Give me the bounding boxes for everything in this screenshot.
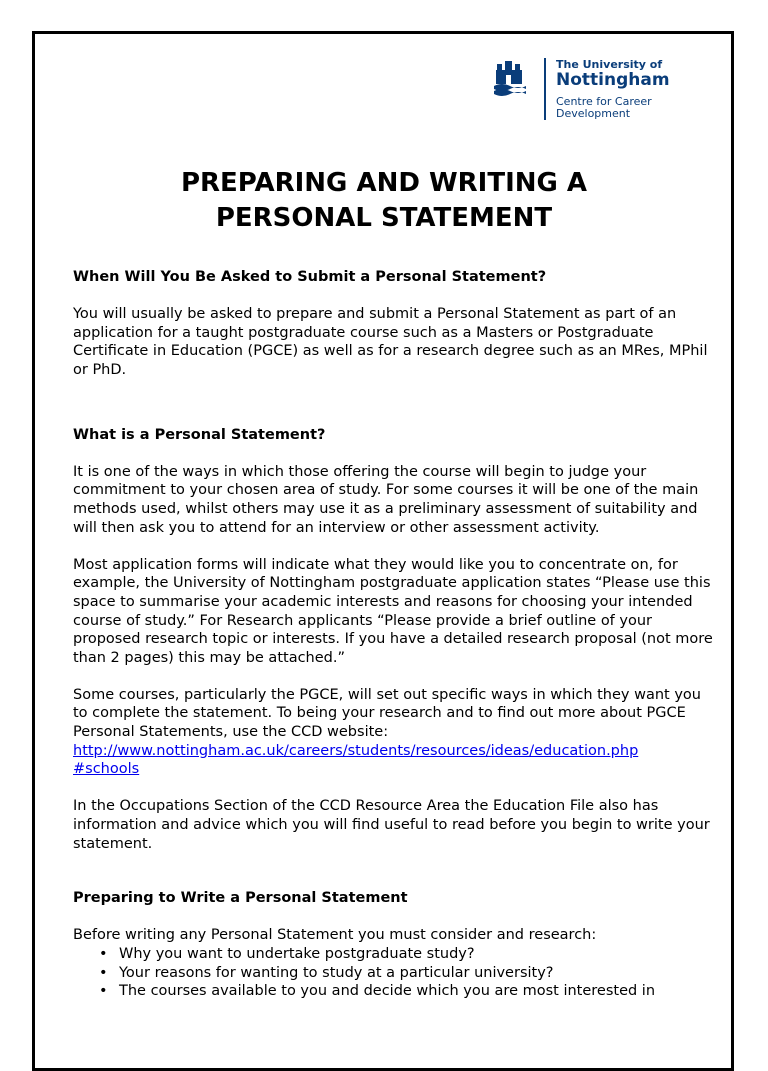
document-body (73, 268, 713, 1001)
document-title (60, 166, 708, 236)
logo-centre-line2: Development (556, 107, 631, 120)
logo-centre-line1: Centre for Career (556, 95, 652, 108)
paragraph-what-3: Some courses, particularly the PGCE, will set out specific ways in which they want you to complete the statement. To being your research and to find out more about PGCE Personal Statements, use the CCD website: (73, 686, 701, 741)
paragraph-preparing-intro: Before writing any Personal Statement you must consider and research: (73, 927, 597, 944)
ccd-link-line2[interactable]: #schools (73, 761, 140, 778)
university-logo (492, 56, 712, 126)
list-item: • Your reasons for wanting to study at a particular university? (119, 964, 713, 983)
logo-divider (544, 58, 546, 120)
logo-university-line: The University of (556, 58, 663, 71)
list-item: • Why you want to undertake postgraduate study? (119, 945, 713, 964)
paragraph-when: You will usually be asked to prepare and submit a Personal Statement as part of an application for a taught postgraduate course such as a Masters or Postgraduate Certificate in Education (PGCE) as well as for a research degree such as an MRes, MPhil or PhD. (73, 306, 708, 378)
castle-crest-icon (492, 60, 532, 98)
logo-name-line: Nottingham (556, 70, 670, 90)
paragraph-what-2: Most application forms will indicate what they would like you to concentrate on, for example, the University of Nottingham postgraduate application states “Please use this space to summarise your academic interests and reasons for choosing your intended course of study.” For Research applicants “Please provide a brief outline of your proposed research topic or interests. If you have a detailed research proposal (not more than 2 pages) this may be attached.” (73, 556, 713, 666)
list-item: • The courses available to you and decide which you are most interested in (119, 982, 713, 1001)
ccd-website-link[interactable] (73, 742, 713, 779)
logo-centre-text (556, 96, 652, 120)
heading-what: What is a Personal Statement? (73, 426, 326, 443)
research-list (73, 945, 713, 1001)
ccd-link-line1[interactable]: http://www.nottingham.ac.uk/careers/students/resources/ideas/education.php (73, 742, 639, 759)
heading-when: When Will You Be Asked to Submit a Personal Statement? (73, 269, 547, 285)
heading-preparing: Preparing to Write a Personal Statement (73, 890, 408, 907)
title-line2: PERSONAL STATEMENT (215, 203, 553, 233)
paragraph-what-4: In the Occupations Section of the CCD Resource Area the Education File also has information and advice which you will find useful to read before you begin to write your statement. (73, 798, 710, 852)
paragraph-what-1: It is one of the ways in which those offering the course will begin to judge your commitment to your chosen area of study. For some courses it will be one of the main methods used, whilst others may use it as a preliminary assessment of suitability and will then ask you to attend for an interview or other assessment activity. (73, 463, 699, 536)
title-line1: PREPARING AND WRITING A (180, 168, 588, 198)
